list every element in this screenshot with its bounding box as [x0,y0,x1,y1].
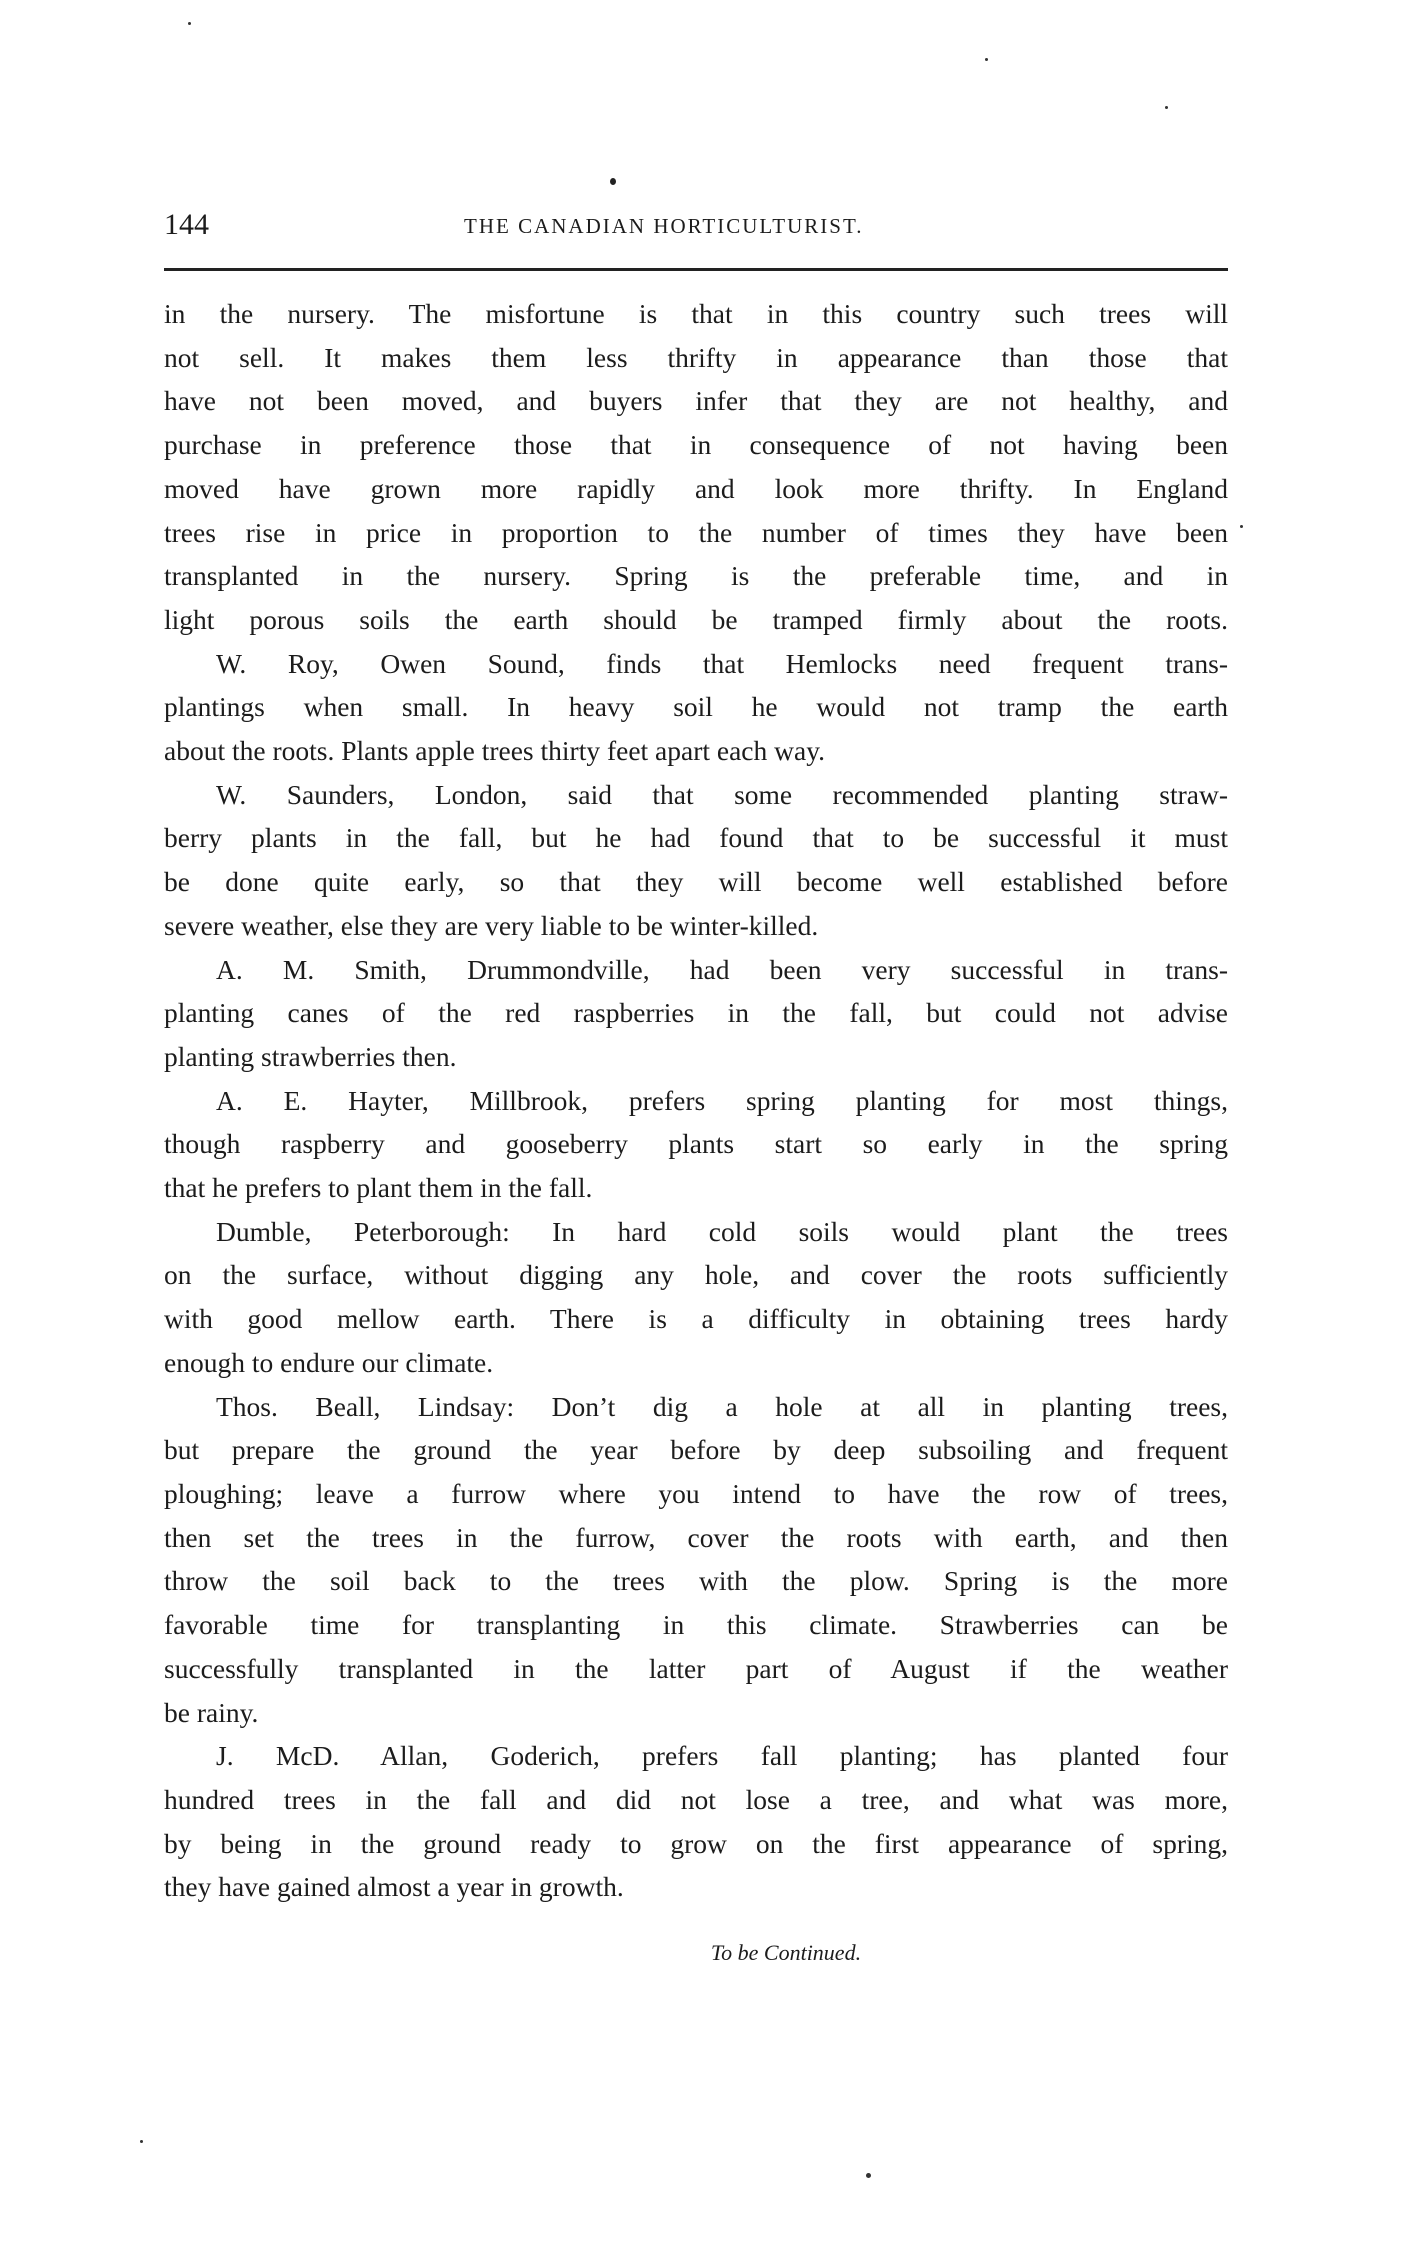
text-line: moved have grown more rapidly and look more thrifty. In England [164,472,1228,504]
text-line: light porous soils the earth should be tramped firmly about the roots. [164,603,1228,635]
continuation-text: To be Continued. [710,1940,862,1965]
scan-speck [188,22,191,25]
text-line: be rainy. [164,1696,259,1728]
text-line: on the surface, without digging any hole, and cover the roots sufficiently [164,1259,1228,1291]
running-title: THE CANADIAN HORTICULTURIST. [464,214,864,238]
paragraph [164,1734,1228,1909]
text-line: enough to endure our climate. [164,1346,494,1378]
text-line: throw the soil back to the trees with the plow. Spring is the more [164,1565,1228,1597]
text-line: favorable time for transplanting in this climate. Strawberries can be [164,1609,1228,1641]
text-line: successfully transplanted in the latter part of August if the weather [164,1652,1228,1684]
text-line: though raspberry and gooseberry plants start so early in the spring [164,1128,1228,1160]
text-line: Dumble, Peterborough: In hard cold soils would plant the trees [216,1215,1228,1247]
scan-speck [1165,106,1168,109]
text-line: not sell. It makes them less thrifty in appearance than those that [164,341,1228,373]
text-line: Thos. Beall, Lindsay: Don’t dig a hole at all in planting trees, [216,1390,1228,1422]
text-line: purchase in preference those that in consequence of not having been [164,429,1228,461]
text-line: about the roots. Plants apple trees thirty feet apart each way. [164,735,826,767]
paragraph [164,642,1228,773]
scan-speck [610,178,616,185]
text-line: in the nursery. The misfortune is that in this country such trees will [164,298,1228,329]
header-rule [164,268,1228,271]
text-line: ploughing; leave a furrow where you intend to have the row of trees, [164,1477,1228,1509]
text-line: planting canes of the red raspberries in the fall, but could not advise [164,997,1228,1029]
paragraph [164,948,1228,1079]
page-number: 144 [164,208,209,241]
page-header [164,200,1228,244]
scan-speck [985,58,988,61]
paragraph [164,1385,1228,1735]
scan-speck [866,2173,871,2178]
text-line: planting strawberries then. [164,1040,457,1072]
text-line: berry plants in the fall, but he had found that to be successful it must [164,822,1228,854]
text-line: plantings when small. In heavy soil he would not tramp the earth [164,691,1228,723]
text-line: trees rise in price in proportion to the number of times they have been [164,516,1228,548]
text-line: then set the trees in the furrow, cover the roots with earth, and then [164,1521,1228,1553]
text-line: that he prefers to plant them in the fall. [164,1172,593,1204]
text-line: A. M. Smith, Drummondville, had been very successful in trans- [216,953,1228,985]
text-line: transplanted in the nursery. Spring is the preferable time, and in [164,560,1228,592]
text-line: W. Saunders, London, said that some recommended planting straw- [216,778,1228,810]
text-line: W. Roy, Owen Sound, finds that Hemlocks need frequent trans- [216,647,1228,679]
paragraph [164,1079,1228,1210]
scan-speck [1240,525,1243,528]
paragraph [164,773,1228,948]
continuation-note [0,1938,1404,1968]
text-line: hundred trees in the fall and did not lose a tree, and what was more, [164,1783,1228,1815]
article-body [164,292,1228,1909]
text-line: be done quite early, so that they will become well established before [164,866,1228,898]
text-line: with good mellow earth. There is a difficulty in obtaining trees hardy [164,1303,1228,1335]
text-line: severe weather, else they are very liable to be winter-killed. [164,909,819,941]
text-line: A. E. Hayter, Millbrook, prefers spring planting for most things, [216,1084,1228,1116]
scan-speck [140,2140,143,2143]
text-line: J. McD. Allan, Goderich, prefers fall planting; has planted four [216,1740,1228,1772]
text-line: they have gained almost a year in growth. [164,1871,624,1903]
paragraph [164,292,1228,642]
text-line: but prepare the ground the year before by deep subsoiling and frequent [164,1434,1228,1466]
text-line: have not been moved, and buyers infer that they are not healthy, and [164,385,1228,417]
text-line: by being in the ground ready to grow on the first appearance of spring, [164,1827,1228,1859]
paragraph [164,1210,1228,1385]
